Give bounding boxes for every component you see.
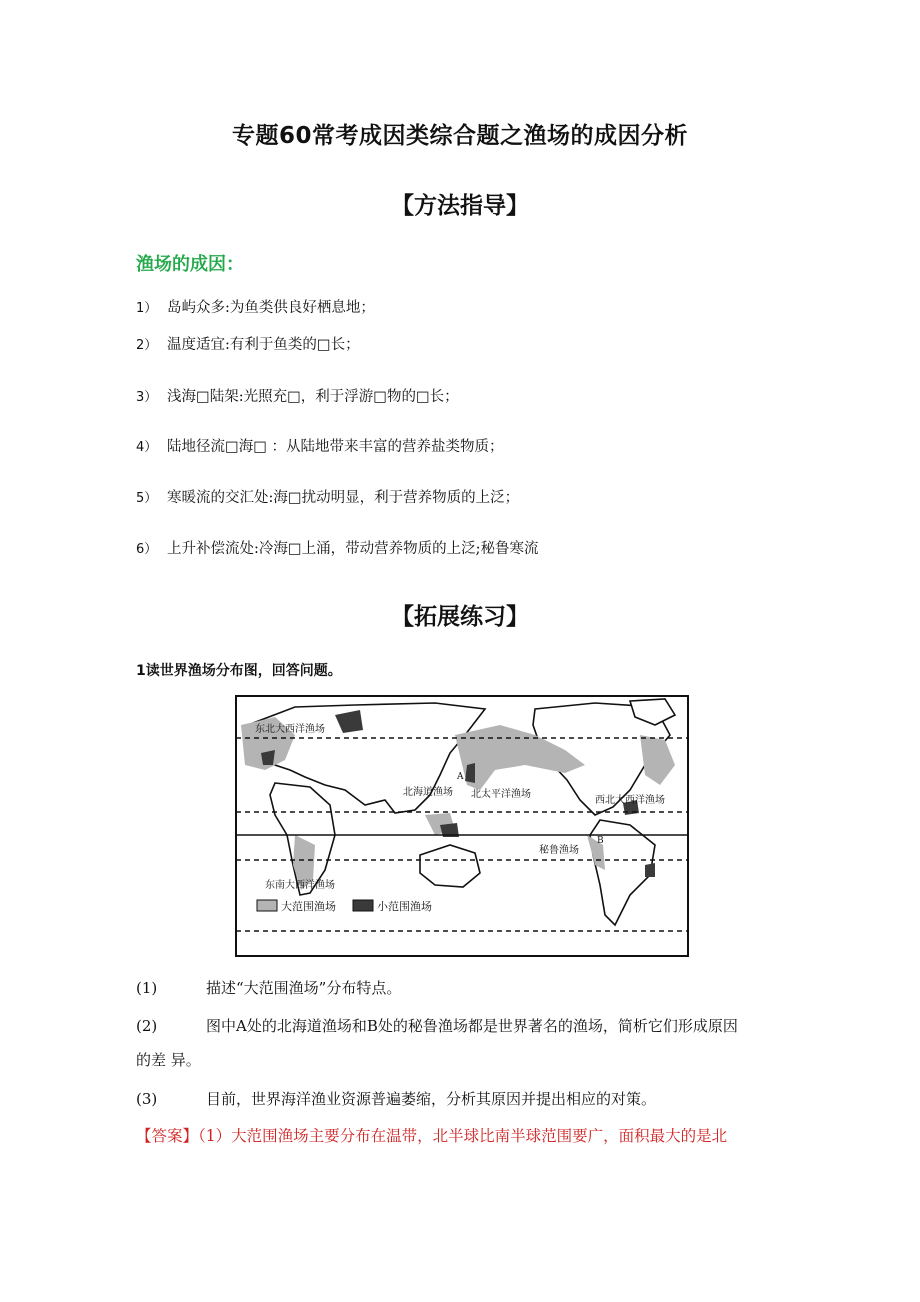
cause-number: 3） — [136, 390, 158, 405]
sub-question-number: (3) — [136, 1090, 158, 1108]
cause-text: 温度适宜:有利于鱼类的□长； — [167, 337, 360, 353]
cause-item — [136, 296, 375, 317]
causes-subheading: 渔场的成因： — [136, 254, 244, 275]
cause-item — [136, 435, 504, 456]
practice-heading: 【拓展练习】 — [391, 604, 529, 630]
sub-question-text: 目前，世界海洋渔业资源普遍萎缩，分析其原因并提出相应的对策。 — [206, 1090, 657, 1108]
legend-large-label: 大范围渔场 — [281, 900, 336, 913]
world-fishery-map — [235, 695, 689, 957]
sub-question-continuation — [136, 1049, 201, 1070]
cause-text: 上升补偿流处:冷海□上涌，带动营养物质的上泛;秘鲁寒流 — [167, 541, 539, 557]
cause-item — [136, 333, 360, 354]
label-se-atlantic: 东南大西洋渔场 — [265, 880, 335, 891]
sub-question-text: 的差 异。 — [136, 1051, 201, 1069]
sub-question — [136, 1088, 656, 1109]
label-peru: 秘鲁渔场 — [539, 845, 579, 856]
legend-large-swatch — [257, 900, 277, 911]
label-b: B — [597, 836, 604, 846]
sub-question — [136, 1015, 738, 1036]
cause-number: 6） — [136, 542, 158, 557]
page-title: 专题60常考成因类综合题之渔场的成因分析 — [231, 123, 688, 149]
label-hokkaido: 北海道渔场 — [403, 787, 453, 798]
sub-question-text: 描述“大范围渔场”分布特点。 — [206, 979, 402, 997]
cause-item — [136, 537, 538, 558]
cause-text: 浅海□陆架:光照充□，利于浮游□物的□长； — [167, 389, 459, 405]
label-a: A — [457, 772, 464, 782]
label-ne-atlantic: 东北大西洋渔场 — [255, 724, 325, 735]
cause-number: 5） — [136, 491, 158, 506]
label-n-pacific: 北太平洋渔场 — [471, 789, 531, 800]
sub-question-text: 图中A处的北海道渔场和B处的秘鲁渔场都是世界著名的渔场，简析它们形成原因 — [206, 1017, 738, 1035]
question-intro: 1读世界渔场分布图，回答问题。 — [136, 663, 342, 679]
cause-item — [136, 486, 519, 507]
method-heading: 【方法指导】 — [391, 193, 529, 219]
label-nw-atlantic: 西北大西洋渔场 — [595, 795, 665, 806]
cause-item — [136, 385, 459, 406]
cause-number: 2） — [136, 338, 158, 353]
sub-question-number: (2) — [136, 1017, 158, 1035]
cause-number: 1） — [136, 301, 158, 316]
answer-text: 【答案】（1）大范围渔场主要分布在温带，北半球比南半球范围要广，面积最大的是北 — [136, 1127, 728, 1145]
legend-small-label: 小范围渔场 — [377, 900, 432, 913]
cause-text: 岛屿众多:为鱼类供良好栖息地； — [167, 300, 375, 316]
sub-question — [136, 977, 401, 998]
cause-number: 4） — [136, 440, 158, 455]
cause-text: 寒暖流的交汇处:海□扰动明显，利于营养物质的上泛； — [167, 490, 520, 506]
australia — [420, 845, 480, 887]
sub-question-number: (1) — [136, 979, 158, 997]
cause-text: 陆地径流□海□ ：从陆地带来丰富的营养盐类物质； — [167, 439, 504, 455]
legend-small-swatch — [353, 900, 373, 911]
